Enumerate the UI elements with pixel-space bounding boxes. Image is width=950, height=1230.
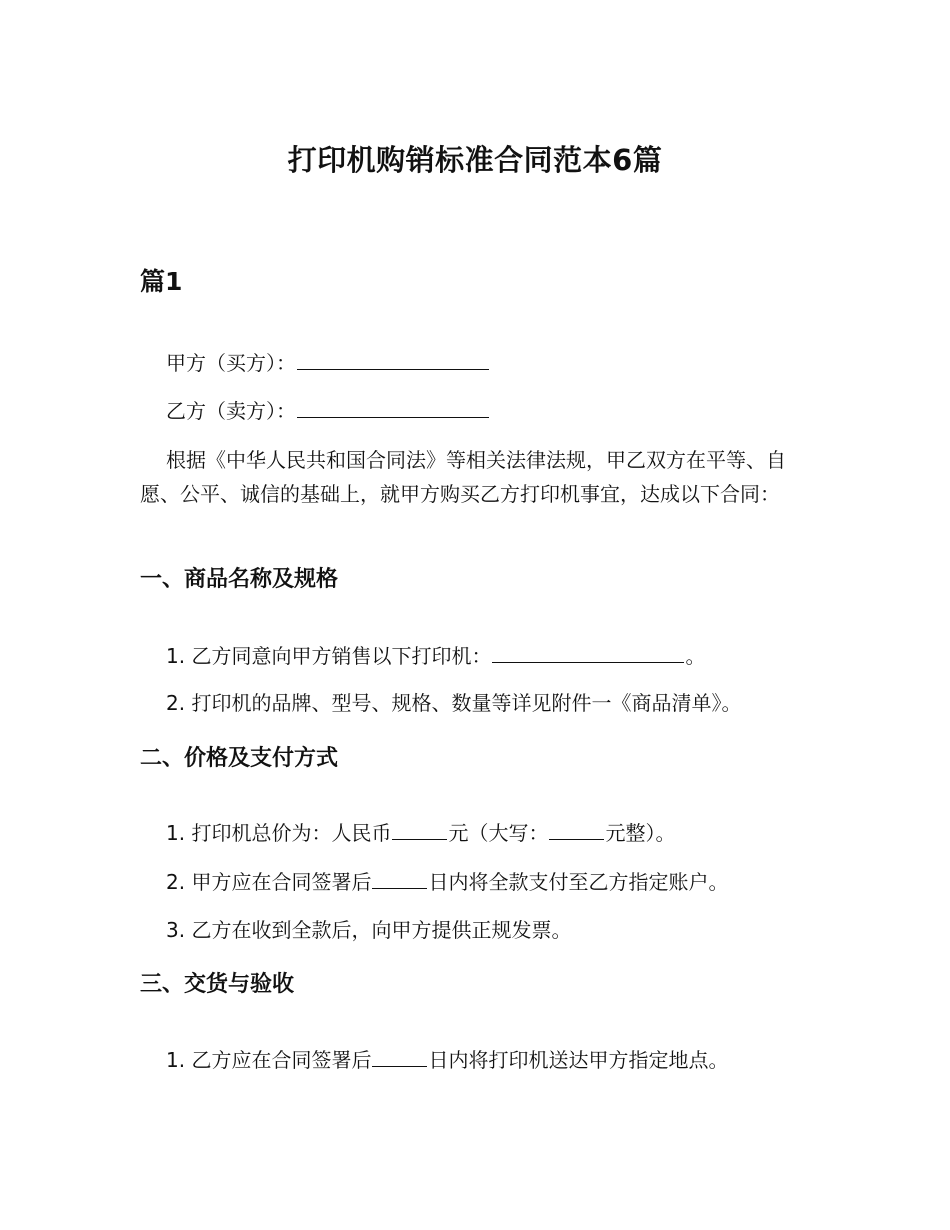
part-title: 篇1 bbox=[140, 267, 183, 296]
party-a-blank bbox=[297, 351, 489, 370]
document-title: 打印机购销标准合同范本6篇 bbox=[287, 143, 663, 177]
item-text: 1. 打印机总价为：人民币 bbox=[166, 821, 392, 845]
section-2-item-3: 3. 乙方在收到全款后，向甲方提供正规发票。 bbox=[166, 918, 572, 942]
section-title-1: 一、商品名称及规格 bbox=[140, 567, 339, 592]
section-2-item-1 bbox=[166, 819, 675, 847]
party-a-line bbox=[166, 349, 490, 377]
item-text-end: 元整）。 bbox=[605, 821, 676, 845]
item-text: 2. 甲方应在合同签署后 bbox=[166, 870, 372, 894]
item-blank bbox=[492, 644, 684, 663]
party-b-label: 乙方（卖方）： bbox=[166, 399, 296, 423]
price-words-blank bbox=[549, 821, 604, 840]
item-text-end: 日内将打印机送达甲方指定地点。 bbox=[428, 1048, 729, 1072]
party-b-line bbox=[166, 397, 490, 425]
party-b-blank bbox=[297, 399, 489, 418]
price-blank bbox=[392, 821, 447, 840]
section-2-item-2 bbox=[166, 868, 728, 896]
section-3-item-1 bbox=[166, 1046, 728, 1074]
delivery-days-blank bbox=[372, 1048, 427, 1067]
item-text-end: 日内将全款支付至乙方指定账户。 bbox=[428, 870, 729, 894]
item-text-mid: 元（大写： bbox=[448, 821, 549, 845]
item-text-end: 。 bbox=[685, 644, 706, 668]
intro-paragraph: 根据《中华人民共和国合同法》等相关法律法规，甲乙双方在平等、自愿、公平、诚信的基础上，就甲方购买乙方打印机事宜，达成以下合同： bbox=[140, 448, 786, 506]
days-blank bbox=[372, 870, 427, 889]
section-1-item-2: 2. 打印机的品牌、型号、规格、数量等详见附件一《商品清单》。 bbox=[166, 691, 742, 715]
party-a-label: 甲方（买方）： bbox=[166, 351, 296, 375]
item-text: 1. 乙方同意向甲方销售以下打印机： bbox=[166, 644, 492, 668]
section-title-2: 二、价格及支付方式 bbox=[140, 746, 339, 771]
section-title-3: 三、交货与验收 bbox=[140, 972, 295, 997]
section-1-item-1 bbox=[166, 642, 705, 670]
item-text: 1. 乙方应在合同签署后 bbox=[166, 1048, 372, 1072]
